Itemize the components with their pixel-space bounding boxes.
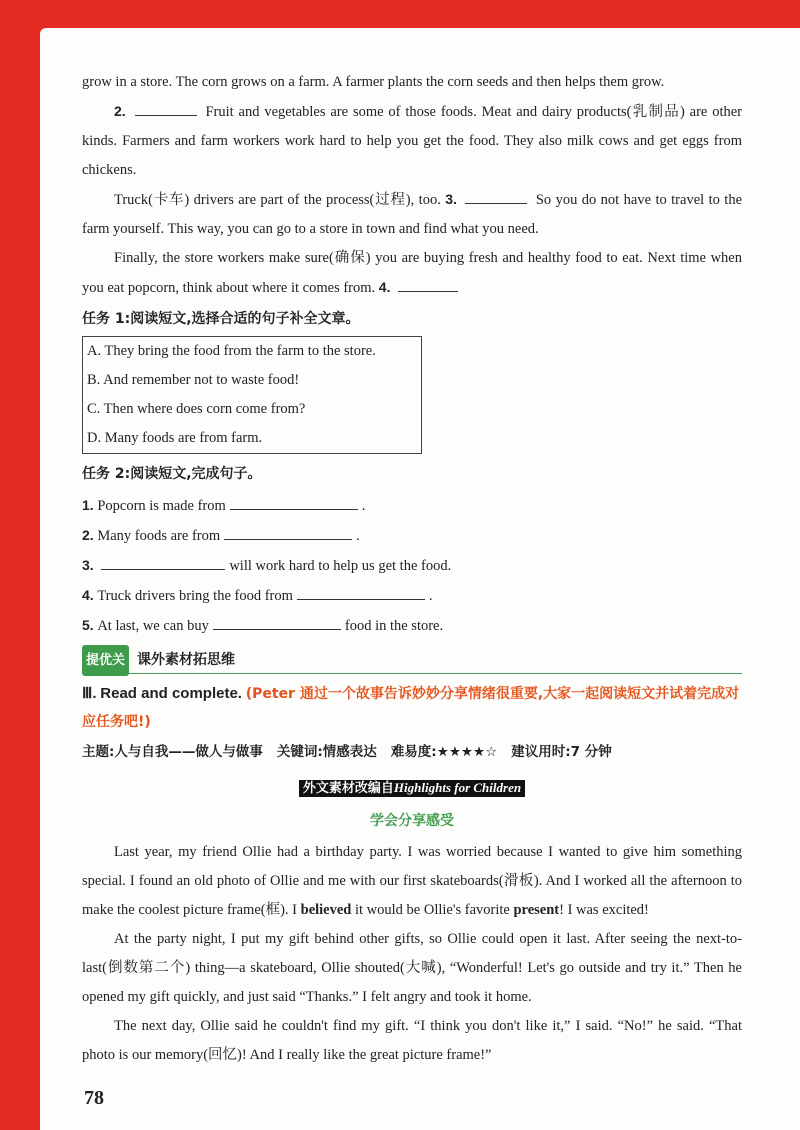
answer-blank[interactable] — [101, 553, 225, 570]
task2-heading: 任务 2:阅读短文,完成句子。 — [82, 466, 262, 482]
time-label: 建议用时:7 分钟 — [511, 744, 612, 760]
source-banner — [82, 773, 742, 803]
item-text: Popcorn is made from — [97, 498, 226, 514]
answer-blank[interactable] — [224, 523, 352, 540]
passage-paragraph-4 — [82, 244, 742, 303]
item-text: food in the store. — [344, 618, 444, 634]
options-box — [82, 336, 422, 454]
keyword: believed — [300, 902, 352, 918]
option-d: D. Many foods are from farm. — [87, 430, 263, 446]
item-number: 3. — [82, 557, 94, 573]
answer-blank-3[interactable] — [465, 187, 527, 204]
source-title: Highlights for Children — [393, 780, 522, 795]
passage-paragraph-3 — [82, 185, 742, 244]
difficulty-label: 难易度:★★★★☆ — [390, 744, 498, 760]
item-text: At last, we can buy — [97, 618, 209, 634]
item-number: 1. — [82, 497, 94, 513]
source-prefix: 外文素材改编自 — [302, 781, 394, 796]
item-text: . — [361, 498, 366, 514]
answer-blank[interactable] — [297, 583, 425, 600]
option-b: B. And remember not to waste food! — [87, 372, 300, 388]
paragraph-text: Fruit and vegetables are some of those foods. Meat and dairy products(乳制品) are other kinds. Farmers and farm workers work hard to help you get the food. They also milk cows and get eggs from chickens. — [82, 104, 743, 178]
item-text: . — [428, 588, 433, 604]
story-paragraph-1 — [82, 838, 742, 925]
paragraph-text: ! I was excited! — [559, 902, 649, 918]
page-sheet — [40, 28, 800, 1130]
passage-paragraph-2 — [82, 97, 742, 185]
item-text: . — [356, 528, 360, 544]
passage-line: grow in a store. The corn grows on a farm. A farmer plants the corn seeds and then helps them grow. — [82, 74, 665, 90]
theme-label: 主题:人与自我——做人与做事 — [82, 744, 263, 760]
content — [82, 68, 742, 1070]
item-text: Many foods are from — [97, 528, 221, 544]
paragraph-text: it would be Ollie's favorite — [355, 902, 510, 918]
item-number: 4. — [82, 587, 94, 603]
story-paragraph-2: At the party night, I put my gift behind other gifts, so Ollie could open it last. After seeing the next-to-last(倒数第二个) thing—a skateboard, Ollie shouted(大喊), “Wonderful! Let's go outside and try it.” Then he opened my gift quickly, and just said “Thanks.” I felt angry and took it home. — [82, 931, 742, 1005]
section-header — [82, 647, 742, 674]
story-paragraph-3: The next day, Ollie said he couldn't find my gift. “I think you don't like it,” I said. “No!” he said. “That photo is our memory(回忆)! And I really like the great picture frame!” — [82, 1018, 742, 1063]
task1-heading: 任务 1:阅读短文,选择合适的句子补全文章。 — [82, 311, 360, 327]
answer-blank[interactable] — [213, 613, 341, 630]
blank-number: 3. — [445, 191, 457, 207]
paragraph-text: Last year, my friend Ollie had a birthday party. I was worried because I wanted to give him something special. I found an old photo of Ollie and me with our first skateboards(滑板). And I worked all the afternoon to make the coolest picture frame(框). I — [82, 844, 742, 918]
item-text: will work hard to help us get the food. — [229, 558, 452, 574]
keyword: present — [513, 902, 560, 918]
section-title: 课外素材拓思维 — [137, 651, 236, 668]
option-a: A. They bring the food from the farm to the store. — [87, 343, 376, 359]
completion-item-5 — [82, 611, 742, 641]
item-number: 5. — [82, 617, 94, 633]
task-roman-number: Ⅲ. — [82, 685, 97, 702]
answer-blank-4[interactable] — [398, 275, 458, 292]
task3-instruction — [82, 680, 742, 736]
answer-blank[interactable] — [230, 493, 358, 510]
paragraph-text: Finally, the store workers make sure(确保) you are buying fresh and healthy food to eat. Next time when you eat popcorn, think about where it comes from. — [82, 250, 742, 296]
page-number: 78 — [84, 1087, 104, 1109]
completion-item-3 — [82, 551, 742, 581]
item-text: Truck drivers bring the food from — [97, 588, 293, 604]
blank-number: 4. — [378, 279, 391, 295]
answer-blank-2[interactable] — [135, 99, 197, 116]
completion-item-1 — [82, 491, 742, 521]
item-number: 2. — [82, 527, 94, 543]
keywords-label: 关键词:情感表达 — [276, 744, 377, 760]
option-c: C. Then where does corn come from? — [87, 401, 306, 417]
section-tag: 提优关 — [82, 645, 129, 676]
blank-number: 2. — [114, 103, 126, 119]
paragraph-text: So you do not have to travel to the farm yourself. This way, you can go to a store in town and find what you need. — [82, 192, 743, 237]
task-lead: Read and complete. — [100, 685, 242, 702]
meta-row — [82, 738, 742, 767]
task-instruction-zh: (Peter 通过一个故事告诉妙妙分享情绪很重要,大家一起阅读短文并试着完成对应任务吧!) — [82, 686, 740, 730]
paragraph-text: Truck(卡车) drivers are part of the process(过程), too. — [114, 192, 441, 208]
story-title: 学会分享感受 — [370, 813, 454, 829]
completion-item-4 — [82, 581, 742, 611]
completion-item-2 — [82, 521, 742, 551]
